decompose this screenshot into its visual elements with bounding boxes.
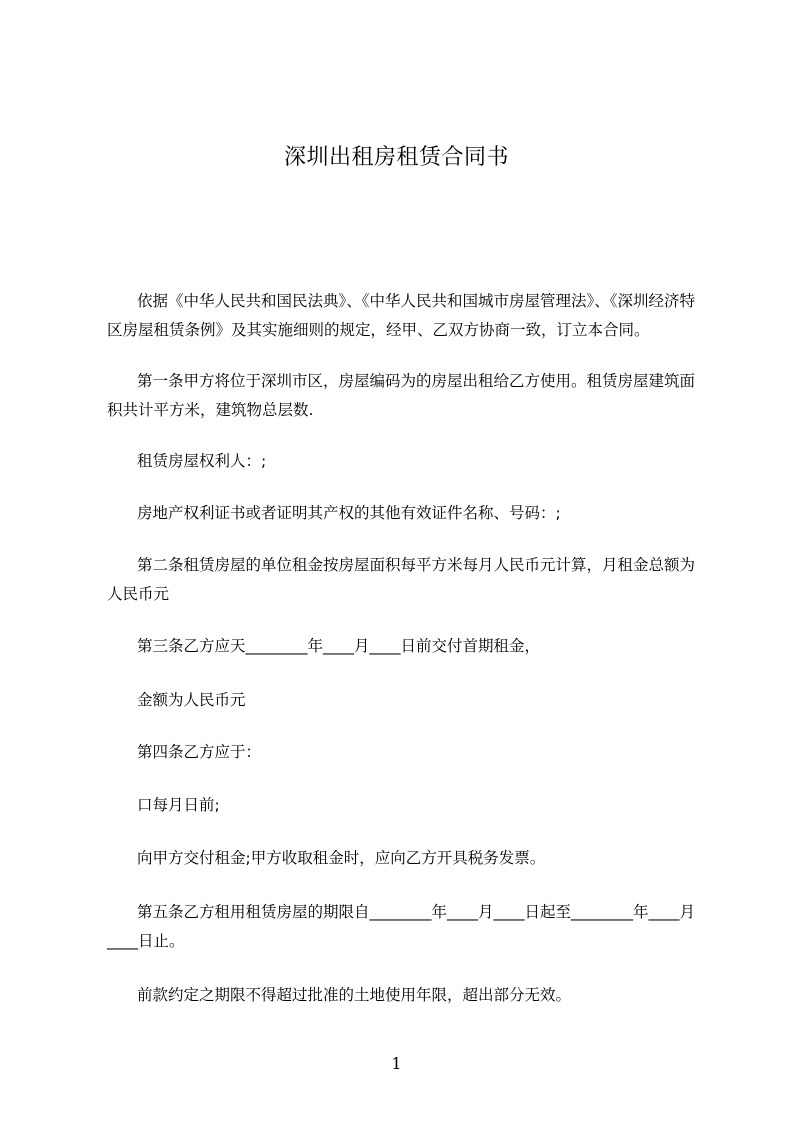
paragraph-term-limit: 前款约定之期限不得超过批准的土地使用年限，超出部分无效。 xyxy=(137,986,572,1004)
paragraph-monthly-option: 口每月日前; xyxy=(137,796,220,814)
paragraph-article-2: 第二条租赁房屋的单位租金按房屋面积每平方米每月人民币元计算，月租金总额为人民币元 xyxy=(107,556,696,603)
paragraph-article-5: 第五条乙方租用租赁房屋的期限自________年____月____日起至________年____月____日止。 xyxy=(107,903,696,950)
paragraph-payment-invoice: 向甲方交付租金;甲方收取租金时，应向乙方开具税务发票。 xyxy=(137,849,546,867)
paragraph-amount: 金额为人民币元 xyxy=(137,691,246,709)
paragraph-article-4: 第四条乙方应于： xyxy=(137,743,262,761)
paragraph-article-1: 第一条甲方将位于深圳市区，房屋编码为的房屋出租给乙方使用。租赁房屋建筑面积共计平方米，建筑物总层数. xyxy=(107,372,696,419)
paragraph-rights-holder: 租赁房屋权利人：; xyxy=(137,452,267,470)
paragraph-preamble: 依据《中华人民共和国民法典》、《中华人民共和国城市房屋管理法》、《深圳经济特区房屋租赁条例》及其实施细则的规定，经甲、乙双方协商一致，订立本合同。 xyxy=(107,292,696,339)
page-title: 深圳出租房租赁合同书 xyxy=(283,145,509,170)
paragraph-article-3: 第三条乙方应天________年____月____日前交付首期租金， xyxy=(137,637,541,655)
page-number: 1 xyxy=(391,1054,402,1073)
paragraph-property-certificate: 房地产权利证书或者证明其产权的其他有效证件名称、号码：; xyxy=(137,504,561,522)
